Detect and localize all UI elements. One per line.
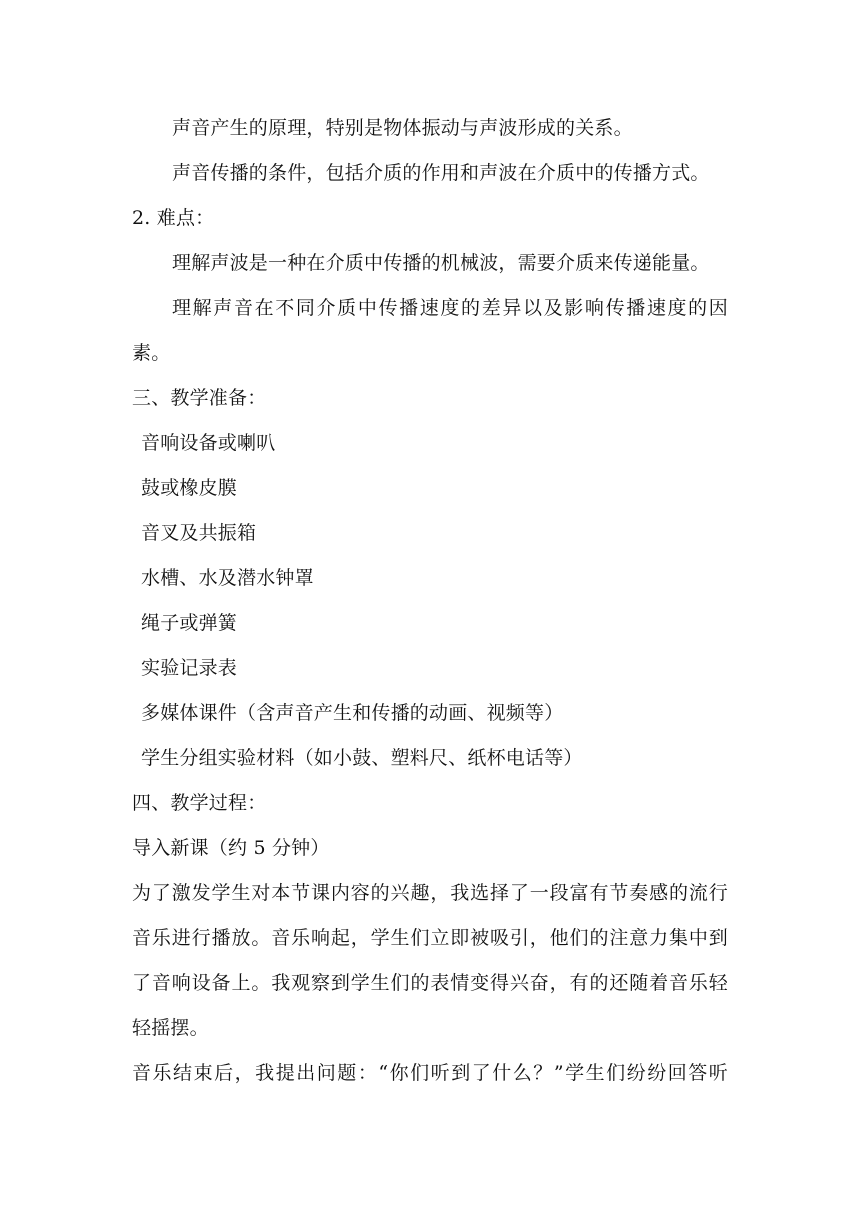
intro-para-line: 为了激发学生对本节课内容的兴趣，我选择了一段富有节奏感的流行 — [132, 882, 728, 904]
intro-para-line: 了音响设备上。我观察到学生们的表情变得兴奋，有的还随着音乐轻 — [132, 972, 728, 994]
prep-item: 音叉及共振箱 — [141, 522, 257, 544]
prep-item: 鼓或橡皮膜 — [141, 477, 238, 499]
prep-item: 水槽、水及潜水钟罩 — [141, 567, 314, 589]
prep-heading: 三、教学准备： — [132, 387, 267, 409]
intro-para-line: 轻摇摆。 — [132, 1017, 209, 1039]
prep-item: 多媒体课件（含声音产生和传播的动画、视频等） — [141, 702, 564, 724]
difficulty-heading: 2. 难点： — [132, 207, 215, 229]
prep-item: 绳子或弹簧 — [141, 612, 238, 634]
focus-point-2: 声音传播的条件，包括介质的作用和声波在介质中的传播方式。 — [172, 162, 710, 184]
process-heading: 四、教学过程： — [132, 792, 267, 814]
prep-item: 实验记录表 — [141, 657, 238, 679]
prep-item: 音响设备或喇叭 — [141, 432, 276, 454]
intro-para-line: 音乐进行播放。音乐响起，学生们立即被吸引，他们的注意力集中到 — [132, 927, 728, 949]
question-line: 音乐结束后，我提出问题：“你们听到了什么？”学生们纷纷回答听 — [132, 1062, 728, 1084]
prep-item: 学生分组实验材料（如小鼓、塑料尺、纸杯电话等） — [141, 747, 583, 769]
difficulty-1: 理解声波是一种在介质中传播的机械波，需要介质来传递能量。 — [172, 252, 710, 274]
difficulty-2-line1: 理解声音在不同介质中传播速度的差异以及影响传播速度的因 — [172, 297, 728, 319]
difficulty-2-line2: 素。 — [132, 342, 171, 364]
focus-point-1: 声音产生的原理，特别是物体振动与声波形成的关系。 — [172, 117, 633, 139]
intro-heading: 导入新课（约 5 分钟） — [132, 837, 330, 859]
